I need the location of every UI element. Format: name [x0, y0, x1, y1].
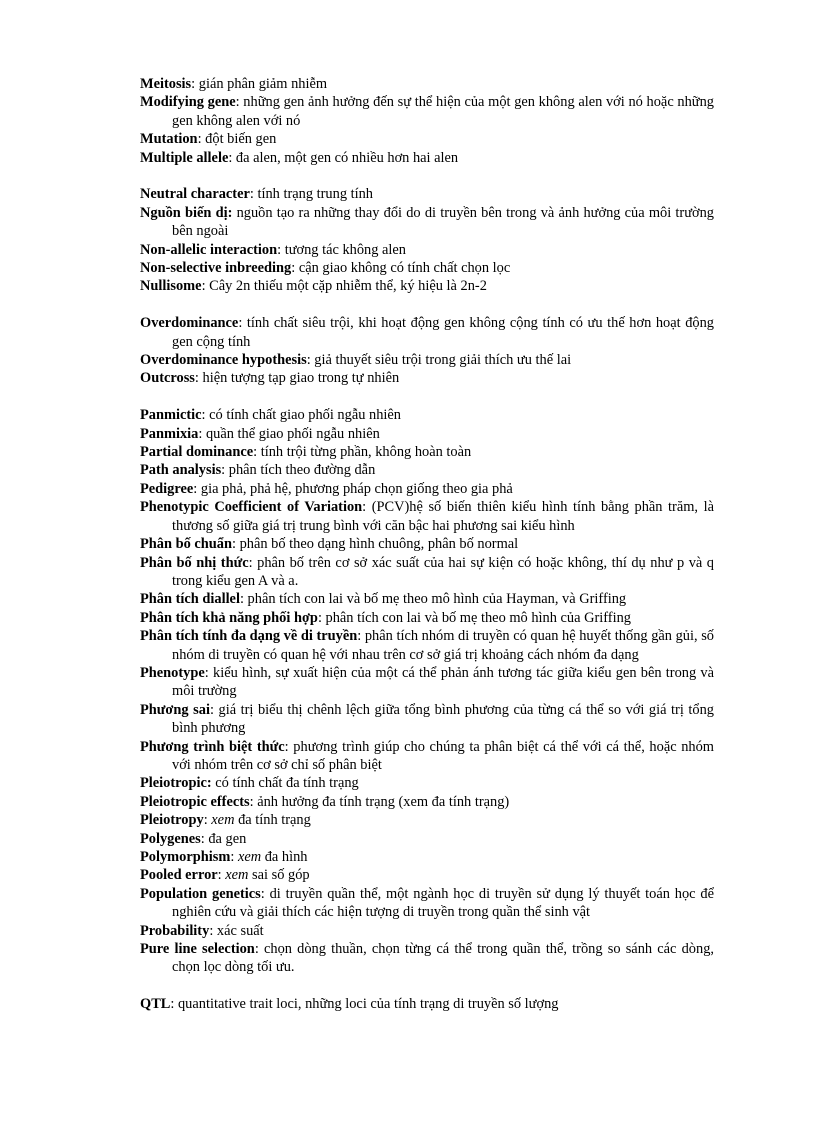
glossary-entry [140, 351, 714, 369]
entry-term: Phân tích khả năng phối hợp [140, 609, 318, 626]
glossary-entry [140, 75, 714, 93]
entry-definition: : [217, 867, 226, 884]
entry-term: Pure line selection [140, 941, 255, 958]
entry-definition: : tính chất siêu trội, khi hoạt động gen không cộng tính có ưu thế hơn hoạt động gen cộng tính [172, 315, 714, 350]
glossary-entry [140, 241, 714, 259]
glossary-entry [140, 940, 714, 977]
glossary-entry [140, 554, 714, 591]
entry-definition: : những gen ảnh hưởng đến sự thể hiện của một gen không alen với nó hoặc những gen không alen với nó [172, 94, 714, 129]
entry-term: Nullisome [140, 278, 202, 295]
entry-term: Phenotype [140, 664, 205, 681]
entry-term: Non-selective inbreeding [140, 260, 292, 277]
entry-term: Multiple allele [140, 149, 229, 166]
glossary-entry [140, 811, 714, 829]
entry-definition: : phân tích theo đường dẫn [221, 462, 376, 479]
glossary-entry [140, 738, 714, 775]
glossary-page [140, 75, 714, 1014]
entry-definition: : tính trội từng phần, không hoàn toàn [253, 444, 472, 461]
entry-definition: : hiện tượng tạp giao trong tự nhiên [194, 370, 400, 387]
glossary-entry [140, 93, 714, 130]
glossary-entry [140, 922, 714, 940]
entry-term: Nguồn biến dị: [140, 204, 233, 221]
entry-definition: : tương tác không alen [277, 241, 406, 258]
entry-term: Probability [140, 922, 210, 939]
entry-definition: : đa gen [200, 830, 247, 847]
glossary-entry [140, 774, 714, 792]
glossary-entry [140, 443, 714, 461]
entry-definition-rest: đa hình [261, 849, 308, 866]
entry-term: Pleiotropic effects [140, 793, 250, 810]
entry-definition: có tính chất đa tính trạng [211, 775, 359, 792]
entry-definition-rest: sai số góp [248, 867, 310, 884]
entry-definition: : phân tích con lai và bố mẹ theo mô hình của Hayman, và Griffing [239, 591, 627, 608]
entry-xem-ref: xem [211, 812, 235, 829]
glossary-entry [140, 866, 714, 884]
entry-definition: : phương trình giúp cho chúng ta phân biệt cá thể với cá thể, hoặc nhóm với nhóm trên cơ sở chỉ số phân biệt [172, 738, 714, 773]
entry-definition: : (PCV)hệ số biến thiên kiểu hình tính bằng phần trăm, là thương số giữa giá trị trung bình với căn bậc hai phương sai kiểu hình [172, 499, 714, 534]
entry-definition: : phân bố trên cơ sở xác suất của hai sự kiện có hoặc không, thí dụ như p và q trong kiểu gen A và a. [172, 554, 714, 589]
entry-term: Path analysis [140, 462, 222, 479]
glossary-entry [140, 793, 714, 811]
entry-term: Pooled error [140, 867, 218, 884]
entry-definition: nguồn tạo ra những thay đổi do di truyền bên trong và ảnh hưởng của môi trường bên ngoài [172, 204, 715, 240]
entry-term: Phân bố nhị thức [140, 554, 249, 571]
entry-definition: : gián phân giảm nhiễm [191, 76, 328, 92]
glossary-entry [140, 406, 714, 424]
entry-definition: : đa alen, một gen có nhiều hơn hai alen [228, 149, 459, 166]
entry-definition: : kiểu hình, sự xuất hiện của một cá thể phản ánh tương tác giữa kiểu gen bên trong và môi trường [172, 664, 714, 700]
glossary-entry [140, 995, 714, 1013]
entry-term: Pleiotropy [140, 812, 204, 829]
entry-term: Modifying gene [140, 94, 236, 111]
glossary-entry [140, 369, 714, 387]
entry-definition: : đột biến gen [197, 131, 277, 148]
glossary-entry [140, 314, 714, 351]
entry-term: Population genetics [140, 885, 261, 902]
entry-term: Pleiotropic: [140, 775, 212, 792]
entry-definition: : giả thuyết siêu trội trong giải thích ưu thế lai [306, 352, 572, 369]
glossary-entry [140, 848, 714, 866]
glossary-entry [140, 259, 714, 277]
glossary-entry [140, 277, 714, 295]
glossary-section-m [140, 75, 714, 167]
glossary-entry [140, 185, 714, 203]
entry-term: Mutation [140, 131, 198, 148]
entry-term: Panmixia [140, 425, 199, 442]
entry-definition: : gia phả, phả hệ, phương pháp chọn giống theo gia phả [193, 480, 513, 497]
glossary-entry [140, 609, 714, 627]
entry-definition: : quần thể giao phối ngẫu nhiên [198, 425, 380, 442]
glossary-entry [140, 535, 714, 553]
glossary-entry [140, 627, 714, 664]
entry-term: Phenotypic Coefficient of Variation [140, 499, 363, 516]
entry-definition: : [230, 849, 238, 866]
entry-term: Partial dominance [140, 444, 254, 461]
entry-definition: : ảnh hưởng đa tính trạng (xem đa tính trạng) [249, 793, 510, 810]
glossary-entry [140, 498, 714, 535]
glossary-entry [140, 480, 714, 498]
entry-definition-rest: đa tính trạng [234, 812, 311, 829]
entry-definition: : di truyền quần thể, một ngành học di truyền sử dụng lý thuyết toán học để nghiên cứu và giải thích các hiện tượng di truyền trong quần thể sinh vật [172, 885, 714, 921]
glossary-entry [140, 425, 714, 443]
entry-term: QTL [140, 996, 171, 1013]
entry-xem-ref: xem [225, 867, 249, 884]
entry-definition: : giá trị biểu thị chênh lệch giữa tổng bình phương của từng cá thể so với giá trị tổng bình phương [172, 701, 714, 737]
glossary-entry [140, 130, 714, 148]
entry-term: Phương trình biệt thức [140, 738, 285, 755]
glossary-section-n [140, 185, 714, 295]
entry-definition: : phân bố theo dạng hình chuông, phân bố normal [231, 536, 519, 553]
entry-term: Pedigree [140, 480, 194, 497]
entry-term: Phân bố chuẩn [140, 536, 232, 553]
glossary-entry [140, 885, 714, 922]
entry-term: Panmictic [140, 407, 202, 424]
glossary-section-o [140, 314, 714, 388]
entry-term: Polymorphism [140, 849, 231, 866]
entry-definition: : [203, 812, 212, 829]
entry-definition: : xác suất [209, 922, 264, 939]
entry-definition: : Cây 2n thiếu một cặp nhiễm thể, ký hiệu là 2n-2 [201, 278, 487, 295]
entry-term: Overdominance [140, 315, 239, 332]
glossary-section-p [140, 406, 714, 977]
glossary-entry [140, 830, 714, 848]
glossary-entry [140, 664, 714, 701]
glossary-entry [140, 461, 714, 479]
entry-definition: : tính trạng trung tính [249, 186, 373, 203]
entry-term: Overdominance hypothesis [140, 352, 307, 369]
entry-term: Neutral character [140, 186, 250, 203]
entry-definition: : phân tích con lai và bố mẹ theo mô hình của Griffing [317, 609, 631, 626]
entry-term: Non-allelic interaction [140, 241, 278, 258]
entry-definition: : cận giao không có tính chất chọn lọc [291, 260, 511, 277]
glossary-entry [140, 204, 714, 241]
glossary-entry [140, 149, 714, 167]
glossary-entry [140, 701, 714, 738]
glossary-section-q [140, 995, 714, 1013]
entry-term: Polygenes [140, 830, 201, 847]
entry-term: Meitosis [140, 76, 192, 92]
entry-term: Phân tích diallel [140, 591, 240, 608]
entry-definition: : có tính chất giao phối ngẫu nhiên [201, 407, 401, 424]
entry-definition: : phân tích nhóm di truyền có quan hệ huyết thống gần gủi, số nhóm di truyền có quan hệ với nhau trên cơ sở giá trị khoảng cách nhóm đa dạng [172, 628, 714, 663]
entry-xem-ref: xem [237, 849, 262, 866]
entry-term: Outcross [140, 370, 195, 387]
glossary-entry [140, 590, 714, 608]
entry-term: Phương sai [140, 701, 210, 718]
entry-definition: : quantitative trait loci, những loci của tính trạng di truyền số lượng [170, 996, 559, 1013]
entry-term: Phân tích tính đa dạng về di truyền [140, 628, 358, 645]
entry-definition: : chọn dòng thuần, chọn từng cá thể trong quần thể, trồng so sánh các dòng, chọn lọc dòng tối ưu. [172, 941, 714, 976]
